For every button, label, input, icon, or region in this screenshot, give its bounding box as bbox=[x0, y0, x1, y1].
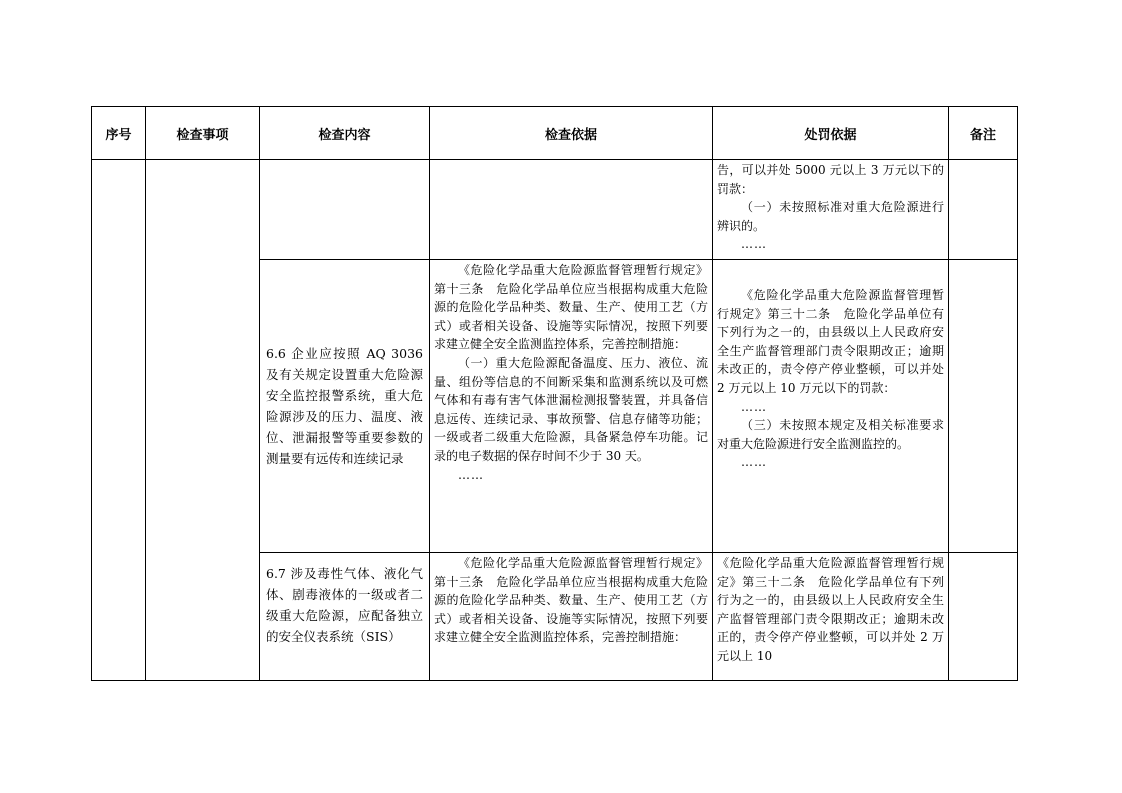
basis-text: （一）重大危险源配备温度、压力、液位、流量、组份等信息的不间断采集和监测系统以及可燃气体和有毒有害气体泄漏检测报警装置，并具备信息远传、连续记录、事故预警、信息存储等功能；一级或者二级重大危险源，具备紧急停车功能。记录的电子数据的保存时间不少于 30 天。 bbox=[434, 355, 708, 463]
remark-cell bbox=[949, 160, 1018, 260]
header-penalty: 处罚依据 bbox=[713, 107, 949, 160]
check-content-text: 6.7 涉及毒性气体、液化气体、剧毒液体的一级或者二级重大危险源，应配备独立的安全仪表系统（SIS） bbox=[266, 566, 423, 644]
penalty-ellipsis: …… bbox=[741, 237, 767, 252]
penalty-text: （一）未按照标准对重大危险源进行辨识的。 bbox=[717, 200, 944, 233]
header-item: 检查事项 bbox=[146, 107, 260, 160]
penalty-text: （三）未按照本规定及相关标准要求对重大危险源进行安全监测监控的。 bbox=[717, 418, 944, 451]
item-cell bbox=[146, 160, 260, 681]
content-cell bbox=[260, 553, 430, 681]
basis-cell bbox=[430, 160, 713, 260]
seq-cell bbox=[92, 160, 146, 681]
basis-text: 《危险化学品重大危险源监督管理暂行规定》第十三条 危险化学品单位应当根据构成重大危险源的危险化学品种类、数量、生产、使用工艺（方式）或者相关设备、设施等实际情况，按照下列要求建立健全安全监测监控体系，完善控制措施： bbox=[434, 556, 708, 645]
remark-cell bbox=[949, 553, 1018, 681]
content-cell bbox=[260, 260, 430, 553]
basis-ellipsis: …… bbox=[458, 467, 484, 482]
basis-text: 《危险化学品重大危险源监督管理暂行规定》第十三条 危险化学品单位应当根据构成重大危险源的危险化学品种类、数量、生产、使用工艺（方式）或者相关设备、设施等实际情况，按照下列要求建立健全安全监测监控体系，完善控制措施： bbox=[434, 263, 708, 352]
remark-cell bbox=[949, 260, 1018, 553]
header-content: 检查内容 bbox=[260, 107, 430, 160]
penalty-cell bbox=[713, 553, 949, 681]
content-cell bbox=[260, 160, 430, 260]
header-seq: 序号 bbox=[92, 107, 146, 160]
penalty-text: 《危险化学品重大危险源监督管理暂行规定》第三十二条 危险化学品单位有下列行为之一的，由县级以上人民政府安全生产监督管理部门责令限期改正；逾期未改正的，责令停产停业整顿，可以并处 2 万元以上 10 bbox=[717, 556, 944, 663]
header-remark: 备注 bbox=[949, 107, 1018, 160]
table-header-row bbox=[92, 107, 1018, 160]
penalty-ellipsis: …… bbox=[741, 399, 767, 414]
penalty-text: 《危险化学品重大危险源监督管理暂行规定》第三十二条 危险化学品单位有下列行为之一的，由县级以上人民政府安全生产监督管理部门责令限期改正；逾期未改正的，责令停产停业整顿，可以并处 2 万元以上 10 万元以下的罚款： bbox=[717, 288, 944, 395]
header-basis: 检查依据 bbox=[430, 107, 713, 160]
basis-cell bbox=[430, 553, 713, 681]
penalty-ellipsis: …… bbox=[741, 455, 767, 470]
penalty-cell bbox=[713, 260, 949, 553]
basis-cell bbox=[430, 260, 713, 553]
check-content-text: 6.6 企业应按照 AQ 3036 及有关规定设置重大危险源安全监控报警系统，重大危险源涉及的压力、温度、液位、泄漏报警等重要参数的测量要有远传和连续记录 bbox=[266, 346, 423, 466]
table-row bbox=[92, 160, 1018, 260]
inspection-table bbox=[91, 106, 1018, 681]
penalty-text: 告，可以并处 5000 元以上 3 万元以下的罚款： bbox=[717, 163, 944, 196]
penalty-cell bbox=[713, 160, 949, 260]
